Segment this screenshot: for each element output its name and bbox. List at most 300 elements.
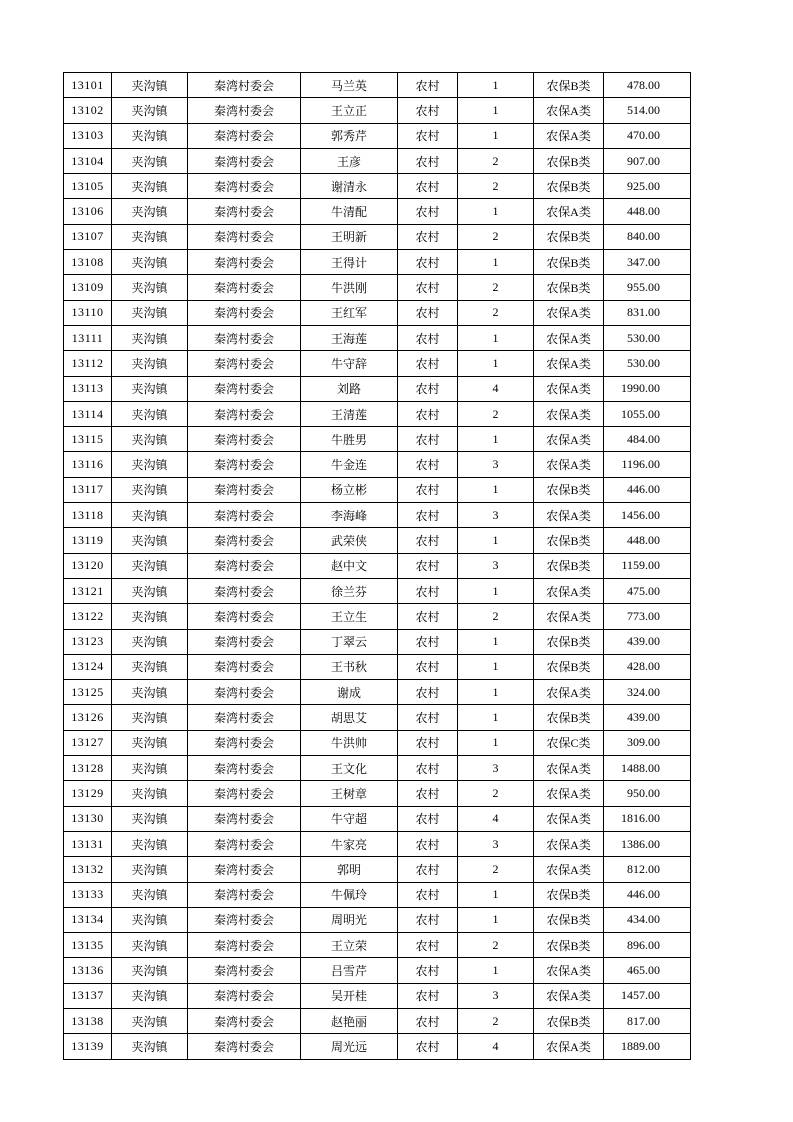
cell-name: 谢清永 [301,174,398,199]
cell-village: 秦湾村委会 [188,351,301,376]
cell-residence: 农村 [398,401,458,426]
cell-count: 1 [458,73,534,98]
cell-village: 秦湾村委会 [188,452,301,477]
cell-amount: 1990.00 [604,376,691,401]
cell-residence: 农村 [398,933,458,958]
cell-category: 农保A类 [534,123,604,148]
cell-amount: 1159.00 [604,553,691,578]
cell-residence: 农村 [398,73,458,98]
cell-town: 夹沟镇 [112,730,188,755]
cell-name: 马兰英 [301,73,398,98]
cell-name: 赵中文 [301,553,398,578]
cell-category: 农保A类 [534,300,604,325]
cell-amount: 896.00 [604,933,691,958]
table-row [64,553,691,578]
cell-count: 2 [458,300,534,325]
cell-town: 夹沟镇 [112,958,188,983]
cell-id: 13131 [64,831,112,856]
cell-village: 秦湾村委会 [188,98,301,123]
cell-village: 秦湾村委会 [188,148,301,173]
cell-residence: 农村 [398,907,458,932]
cell-town: 夹沟镇 [112,528,188,553]
cell-name: 郭明 [301,857,398,882]
cell-town: 夹沟镇 [112,578,188,603]
cell-amount: 475.00 [604,578,691,603]
cell-name: 王立生 [301,604,398,629]
cell-village: 秦湾村委会 [188,528,301,553]
cell-residence: 农村 [398,553,458,578]
cell-id: 13125 [64,680,112,705]
cell-village: 秦湾村委会 [188,882,301,907]
cell-category: 农保A类 [534,781,604,806]
cell-town: 夹沟镇 [112,351,188,376]
cell-name: 王文化 [301,756,398,781]
cell-town: 夹沟镇 [112,98,188,123]
cell-name: 王立正 [301,98,398,123]
cell-residence: 农村 [398,958,458,983]
table-row [64,528,691,553]
cell-count: 1 [458,98,534,123]
cell-category: 农保A类 [534,199,604,224]
cell-town: 夹沟镇 [112,376,188,401]
records-table [63,72,691,1060]
cell-id: 13121 [64,578,112,603]
cell-town: 夹沟镇 [112,503,188,528]
cell-town: 夹沟镇 [112,427,188,452]
cell-residence: 农村 [398,300,458,325]
cell-id: 13132 [64,857,112,882]
cell-category: 农保A类 [534,831,604,856]
cell-name: 王书秋 [301,654,398,679]
cell-town: 夹沟镇 [112,224,188,249]
cell-count: 1 [458,351,534,376]
cell-residence: 农村 [398,705,458,730]
cell-town: 夹沟镇 [112,983,188,1008]
cell-residence: 农村 [398,351,458,376]
cell-town: 夹沟镇 [112,73,188,98]
cell-town: 夹沟镇 [112,907,188,932]
cell-id: 13103 [64,123,112,148]
cell-name: 丁翠云 [301,629,398,654]
cell-town: 夹沟镇 [112,452,188,477]
cell-amount: 812.00 [604,857,691,882]
cell-town: 夹沟镇 [112,148,188,173]
cell-town: 夹沟镇 [112,680,188,705]
cell-amount: 1055.00 [604,401,691,426]
cell-amount: 955.00 [604,275,691,300]
cell-town: 夹沟镇 [112,250,188,275]
cell-count: 2 [458,604,534,629]
cell-category: 农保A类 [534,604,604,629]
table-row [64,857,691,882]
cell-category: 农保A类 [534,98,604,123]
cell-town: 夹沟镇 [112,756,188,781]
table-row [64,705,691,730]
cell-residence: 农村 [398,806,458,831]
cell-amount: 950.00 [604,781,691,806]
cell-village: 秦湾村委会 [188,680,301,705]
cell-village: 秦湾村委会 [188,629,301,654]
cell-id: 13130 [64,806,112,831]
cell-town: 夹沟镇 [112,629,188,654]
cell-amount: 1889.00 [604,1034,691,1059]
cell-village: 秦湾村委会 [188,654,301,679]
cell-id: 13119 [64,528,112,553]
table-row [64,680,691,705]
cell-count: 1 [458,528,534,553]
table-row [64,503,691,528]
table-row [64,907,691,932]
cell-village: 秦湾村委会 [188,553,301,578]
cell-count: 1 [458,680,534,705]
cell-town: 夹沟镇 [112,1034,188,1059]
cell-category: 农保A类 [534,401,604,426]
cell-id: 13106 [64,199,112,224]
cell-name: 牛守超 [301,806,398,831]
cell-residence: 农村 [398,654,458,679]
cell-count: 3 [458,452,534,477]
cell-name: 牛胜男 [301,427,398,452]
cell-category: 农保B类 [534,553,604,578]
cell-village: 秦湾村委会 [188,477,301,502]
table-row [64,123,691,148]
cell-count: 2 [458,224,534,249]
cell-residence: 农村 [398,477,458,502]
table-row [64,1008,691,1033]
cell-id: 13108 [64,250,112,275]
cell-name: 牛洪刚 [301,275,398,300]
cell-residence: 农村 [398,148,458,173]
cell-category: 农保B类 [534,73,604,98]
cell-amount: 1457.00 [604,983,691,1008]
cell-town: 夹沟镇 [112,174,188,199]
cell-amount: 448.00 [604,528,691,553]
cell-category: 农保B类 [534,224,604,249]
cell-name: 牛佩玲 [301,882,398,907]
cell-id: 13117 [64,477,112,502]
cell-town: 夹沟镇 [112,553,188,578]
cell-name: 牛守辞 [301,351,398,376]
cell-village: 秦湾村委会 [188,730,301,755]
cell-category: 农保B类 [534,477,604,502]
table-row [64,376,691,401]
cell-residence: 农村 [398,756,458,781]
cell-name: 牛清配 [301,199,398,224]
cell-category: 农保C类 [534,730,604,755]
cell-residence: 农村 [398,1034,458,1059]
cell-category: 农保B类 [534,705,604,730]
table-row [64,325,691,350]
cell-name: 王得计 [301,250,398,275]
cell-village: 秦湾村委会 [188,123,301,148]
table-row [64,224,691,249]
cell-amount: 530.00 [604,351,691,376]
table-row [64,756,691,781]
cell-amount: 439.00 [604,629,691,654]
cell-residence: 农村 [398,983,458,1008]
cell-count: 3 [458,831,534,856]
cell-count: 2 [458,857,534,882]
table-row [64,477,691,502]
cell-id: 13122 [64,604,112,629]
cell-residence: 农村 [398,250,458,275]
cell-category: 农保A类 [534,376,604,401]
cell-village: 秦湾村委会 [188,1034,301,1059]
cell-count: 2 [458,275,534,300]
cell-category: 农保A类 [534,503,604,528]
cell-count: 1 [458,705,534,730]
cell-residence: 农村 [398,528,458,553]
table-row [64,578,691,603]
cell-village: 秦湾村委会 [188,325,301,350]
cell-town: 夹沟镇 [112,831,188,856]
table-row [64,98,691,123]
table-row [64,781,691,806]
cell-town: 夹沟镇 [112,199,188,224]
cell-id: 13105 [64,174,112,199]
cell-count: 1 [458,325,534,350]
cell-town: 夹沟镇 [112,933,188,958]
cell-id: 13135 [64,933,112,958]
cell-village: 秦湾村委会 [188,705,301,730]
table-row [64,604,691,629]
cell-residence: 农村 [398,427,458,452]
cell-amount: 446.00 [604,882,691,907]
cell-id: 13129 [64,781,112,806]
cell-town: 夹沟镇 [112,401,188,426]
cell-village: 秦湾村委会 [188,983,301,1008]
cell-village: 秦湾村委会 [188,1008,301,1033]
cell-name: 杨立彬 [301,477,398,502]
cell-town: 夹沟镇 [112,325,188,350]
cell-village: 秦湾村委会 [188,578,301,603]
cell-id: 13113 [64,376,112,401]
cell-village: 秦湾村委会 [188,427,301,452]
cell-name: 王清莲 [301,401,398,426]
cell-village: 秦湾村委会 [188,503,301,528]
table-row [64,250,691,275]
cell-town: 夹沟镇 [112,705,188,730]
cell-town: 夹沟镇 [112,477,188,502]
cell-residence: 农村 [398,730,458,755]
cell-category: 农保A类 [534,983,604,1008]
cell-count: 1 [458,730,534,755]
cell-count: 1 [458,907,534,932]
cell-amount: 925.00 [604,174,691,199]
cell-village: 秦湾村委会 [188,250,301,275]
records-table-body [64,73,691,1060]
cell-village: 秦湾村委会 [188,933,301,958]
cell-category: 农保A类 [534,578,604,603]
cell-name: 王树章 [301,781,398,806]
cell-residence: 农村 [398,98,458,123]
cell-residence: 农村 [398,123,458,148]
cell-amount: 1816.00 [604,806,691,831]
cell-count: 2 [458,174,534,199]
cell-name: 谢成 [301,680,398,705]
cell-id: 13115 [64,427,112,452]
cell-id: 13136 [64,958,112,983]
cell-category: 农保B类 [534,174,604,199]
table-row [64,958,691,983]
cell-amount: 1488.00 [604,756,691,781]
cell-name: 王明新 [301,224,398,249]
cell-category: 农保B类 [534,250,604,275]
table-row [64,275,691,300]
cell-name: 牛金连 [301,452,398,477]
cell-category: 农保A类 [534,1034,604,1059]
cell-category: 农保A类 [534,806,604,831]
cell-count: 4 [458,1034,534,1059]
cell-village: 秦湾村委会 [188,376,301,401]
cell-category: 农保B类 [534,148,604,173]
cell-count: 1 [458,958,534,983]
table-row [64,1034,691,1059]
cell-count: 1 [458,654,534,679]
cell-category: 农保B类 [534,882,604,907]
cell-id: 13102 [64,98,112,123]
cell-name: 赵艳丽 [301,1008,398,1033]
cell-id: 13134 [64,907,112,932]
cell-town: 夹沟镇 [112,275,188,300]
cell-count: 2 [458,401,534,426]
cell-category: 农保A类 [534,680,604,705]
cell-amount: 470.00 [604,123,691,148]
cell-id: 13107 [64,224,112,249]
cell-amount: 530.00 [604,325,691,350]
cell-amount: 514.00 [604,98,691,123]
cell-count: 3 [458,553,534,578]
cell-name: 周明光 [301,907,398,932]
cell-amount: 1456.00 [604,503,691,528]
cell-id: 13111 [64,325,112,350]
table-row [64,174,691,199]
cell-amount: 817.00 [604,1008,691,1033]
cell-category: 农保A类 [534,452,604,477]
cell-category: 农保A类 [534,857,604,882]
cell-count: 1 [458,427,534,452]
table-row [64,831,691,856]
cell-category: 农保B类 [534,275,604,300]
cell-town: 夹沟镇 [112,781,188,806]
cell-amount: 840.00 [604,224,691,249]
cell-residence: 农村 [398,325,458,350]
cell-name: 王红军 [301,300,398,325]
cell-count: 1 [458,123,534,148]
cell-amount: 347.00 [604,250,691,275]
cell-amount: 831.00 [604,300,691,325]
cell-town: 夹沟镇 [112,300,188,325]
cell-village: 秦湾村委会 [188,174,301,199]
cell-id: 13104 [64,148,112,173]
cell-count: 4 [458,806,534,831]
table-row [64,351,691,376]
table-row [64,730,691,755]
cell-amount: 484.00 [604,427,691,452]
cell-id: 13128 [64,756,112,781]
cell-village: 秦湾村委会 [188,604,301,629]
cell-id: 13124 [64,654,112,679]
cell-count: 3 [458,983,534,1008]
cell-count: 1 [458,629,534,654]
cell-count: 2 [458,1008,534,1033]
table-row [64,401,691,426]
cell-village: 秦湾村委会 [188,831,301,856]
cell-name: 牛家亮 [301,831,398,856]
cell-residence: 农村 [398,224,458,249]
cell-town: 夹沟镇 [112,882,188,907]
cell-residence: 农村 [398,882,458,907]
cell-name: 武荣侠 [301,528,398,553]
cell-count: 4 [458,376,534,401]
cell-id: 13112 [64,351,112,376]
table-row [64,983,691,1008]
cell-id: 13139 [64,1034,112,1059]
cell-category: 农保B类 [534,528,604,553]
cell-town: 夹沟镇 [112,123,188,148]
cell-amount: 478.00 [604,73,691,98]
cell-count: 2 [458,933,534,958]
cell-amount: 773.00 [604,604,691,629]
cell-count: 3 [458,756,534,781]
table-row [64,148,691,173]
cell-amount: 428.00 [604,654,691,679]
cell-category: 农保B类 [534,907,604,932]
table-row [64,300,691,325]
cell-id: 13114 [64,401,112,426]
cell-residence: 农村 [398,1008,458,1033]
cell-category: 农保A类 [534,427,604,452]
cell-category: 农保A类 [534,756,604,781]
cell-residence: 农村 [398,680,458,705]
table-row [64,933,691,958]
cell-id: 13109 [64,275,112,300]
cell-name: 周光远 [301,1034,398,1059]
cell-category: 农保B类 [534,629,604,654]
cell-id: 13123 [64,629,112,654]
cell-residence: 农村 [398,275,458,300]
cell-id: 13101 [64,73,112,98]
cell-residence: 农村 [398,376,458,401]
cell-category: 农保B类 [534,933,604,958]
cell-amount: 1196.00 [604,452,691,477]
cell-village: 秦湾村委会 [188,401,301,426]
cell-id: 13110 [64,300,112,325]
cell-count: 1 [458,199,534,224]
cell-category: 农保A类 [534,325,604,350]
cell-residence: 农村 [398,578,458,603]
cell-amount: 309.00 [604,730,691,755]
cell-town: 夹沟镇 [112,604,188,629]
cell-count: 1 [458,578,534,603]
table-row [64,806,691,831]
cell-count: 1 [458,477,534,502]
cell-village: 秦湾村委会 [188,958,301,983]
cell-name: 李海峰 [301,503,398,528]
cell-count: 3 [458,503,534,528]
cell-id: 13137 [64,983,112,1008]
cell-village: 秦湾村委会 [188,275,301,300]
cell-name: 郭秀芹 [301,123,398,148]
cell-residence: 农村 [398,174,458,199]
cell-id: 13116 [64,452,112,477]
cell-name: 刘路 [301,376,398,401]
table-row [64,73,691,98]
cell-id: 13126 [64,705,112,730]
cell-amount: 439.00 [604,705,691,730]
table-row [64,199,691,224]
cell-residence: 农村 [398,503,458,528]
